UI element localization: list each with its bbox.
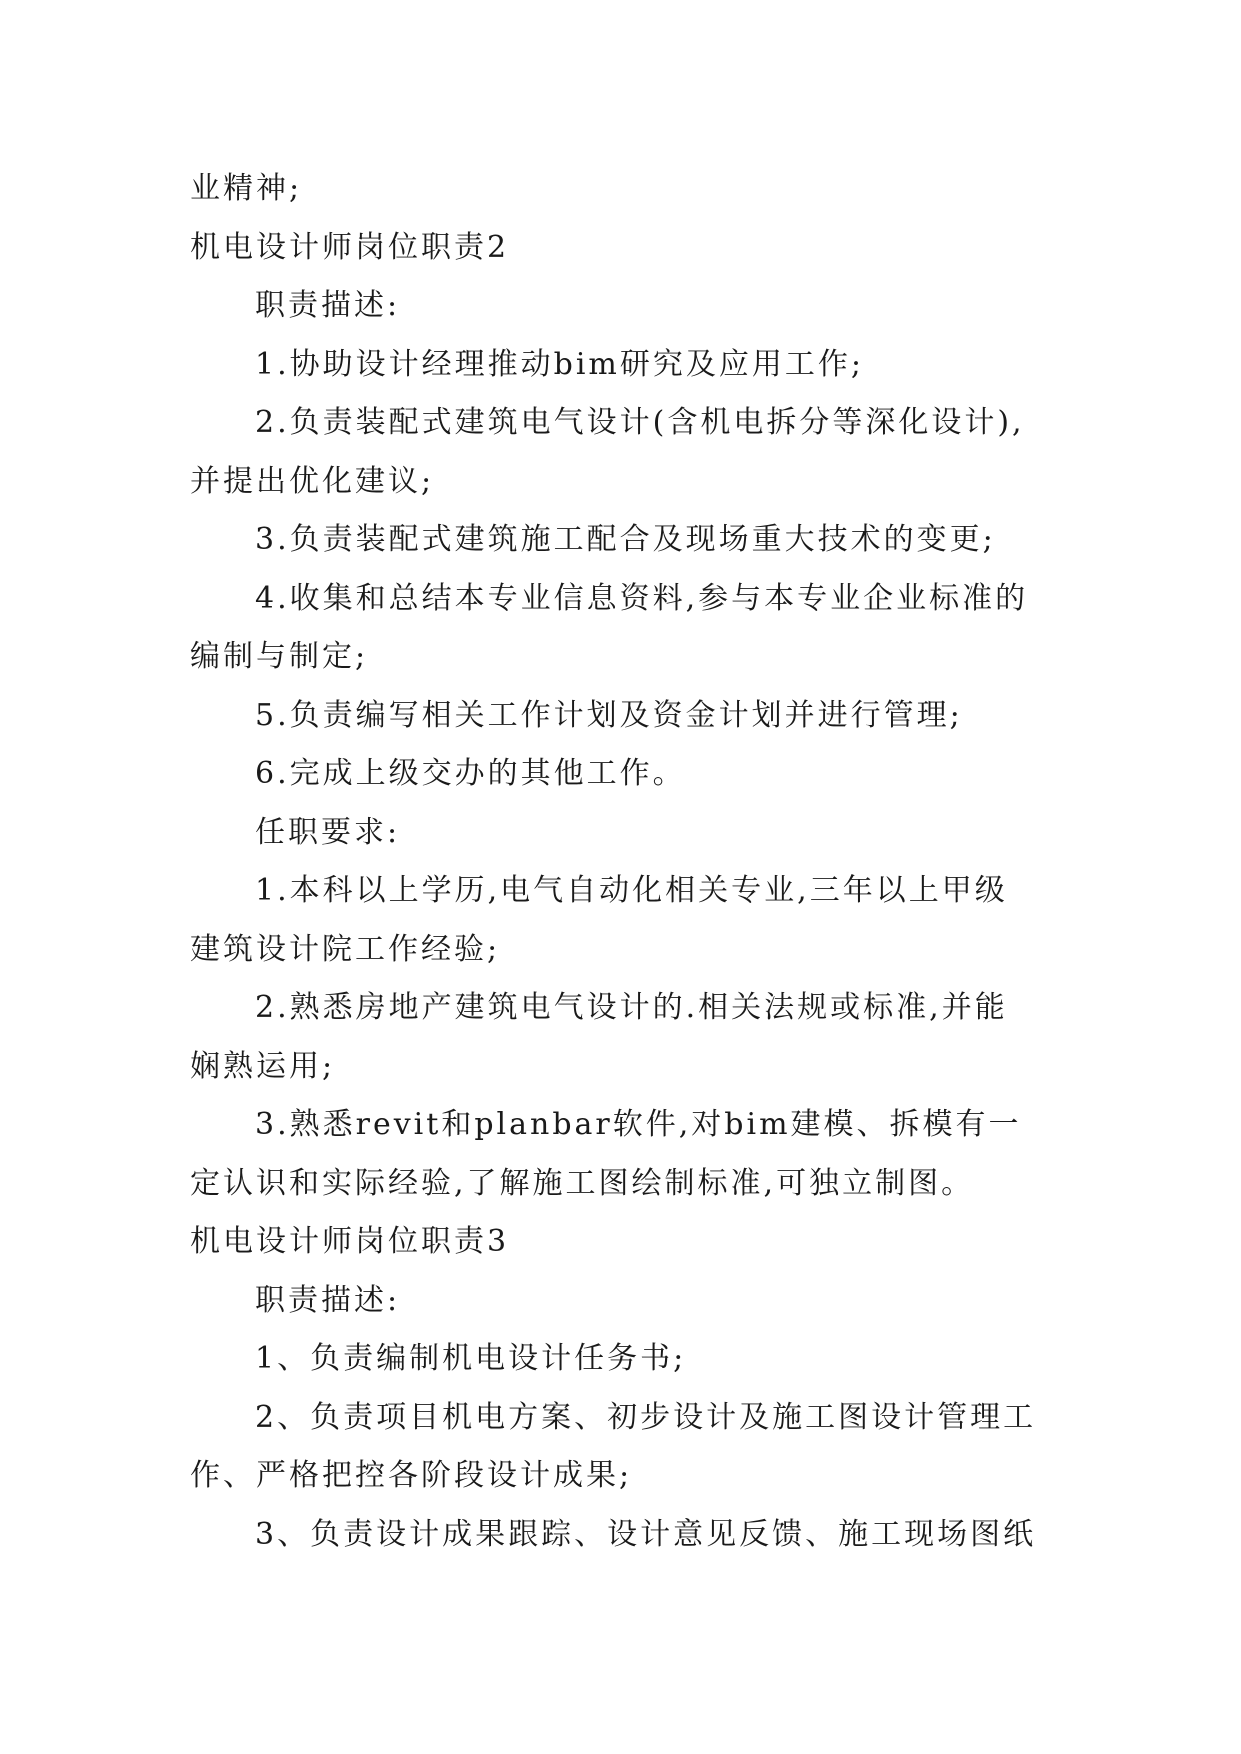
list-item: 2.熟悉房地产建筑电气设计的.相关法规或标准,并能 <box>255 990 1008 1025</box>
list-item: 1.协助设计经理推动bim研究及应用工作; <box>255 346 864 382</box>
list-item: 1.本科以上学历,电气自动化相关专业,三年以上甲级 <box>255 873 1008 908</box>
text-line: 建筑设计院工作经验; <box>190 931 501 967</box>
subheading: 任职要求: <box>255 814 401 850</box>
list-item: 3.负责装配式建筑施工配合及现场重大技术的变更; <box>255 522 996 557</box>
text-line: 定认识和实际经验,了解施工图绘制标准,可独立制图。 <box>190 1165 975 1201</box>
list-item: 2.负责装配式建筑电气设计(含机电拆分等深化设计), <box>255 405 1025 440</box>
text-line: 作、严格把控各阶段设计成果; <box>190 1458 633 1493</box>
section-heading: 机电设计师岗位职责3 <box>190 1224 510 1259</box>
subheading: 职责描述: <box>255 288 401 323</box>
section-heading: 机电设计师岗位职责2 <box>190 229 510 265</box>
list-item: 3.熟悉revit和planbar软件,对bim建模、拆模有一 <box>255 1107 1022 1142</box>
text-line: 业精神; <box>190 171 303 206</box>
list-item: 6.完成上级交办的其他工作。 <box>255 756 686 791</box>
list-item: 1、负责编制机电设计任务书; <box>255 1341 687 1376</box>
document-body <box>190 160 1070 1564</box>
text-line: 编制与制定; <box>190 639 369 674</box>
list-item: 5.负责编写相关工作计划及资金计划并进行管理; <box>255 697 963 733</box>
text-line: 并提出优化建议; <box>190 463 435 499</box>
list-item: 4.收集和总结本专业信息资料,参与本专业企业标准的 <box>255 580 1029 616</box>
list-item: 3、负责设计成果跟踪、设计意见反馈、施工现场图纸 <box>255 1516 1037 1552</box>
subheading: 职责描述: <box>255 1282 401 1318</box>
list-item: 2、负责项目机电方案、初步设计及施工图设计管理工 <box>255 1399 1037 1435</box>
text-line: 娴熟运用; <box>190 1048 336 1084</box>
